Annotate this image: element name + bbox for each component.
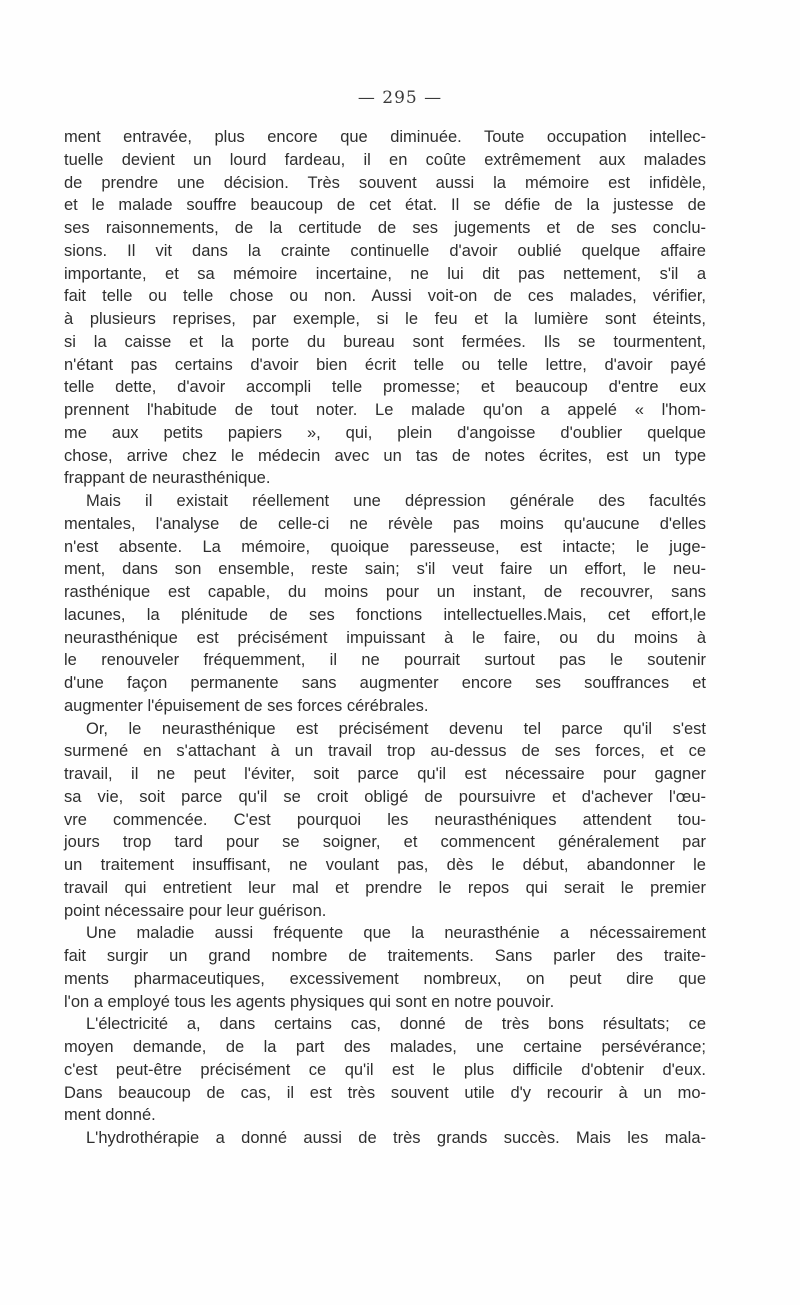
text-line: et le malade souffre beaucoup de cet état. Il se défie de la justesse de	[64, 196, 706, 215]
text-line: l'on a employé tous les agents physiques qui sont en notre pouvoir.	[64, 992, 555, 1011]
text-line: ment donné.	[64, 1106, 156, 1125]
text-line: ment entravée, plus encore que diminuée. Toute occupation intellec-	[64, 128, 706, 146]
page-number: — 295 —	[357, 88, 443, 108]
text-line: Une maladie aussi fréquente que la neurasthénie a nécessairement	[86, 924, 706, 943]
text-line: à plusieurs reprises, par exemple, si le feu et la lumière sont éteints,	[64, 310, 706, 328]
text-line: vre commencée. C'est pourquoi les neurasthéniques attendent tou-	[64, 810, 706, 829]
text-line: fait telle ou telle chose ou non. Aussi voit-on de ces malades, vérifier,	[64, 287, 706, 306]
text-line: c'est peut-être précisément ce qu'il est le plus difficile d'obtenir d'eux.	[64, 1060, 706, 1079]
text-line: fait surgir un grand nombre de traitements. Sans parler des traite-	[64, 947, 706, 965]
text-line: Mais il existait réellement une dépression générale des facultés	[86, 492, 706, 510]
text-line: sions. Il vit dans la crainte continuelle d'avoir oublié quelque affaire	[64, 241, 706, 260]
text-line: telle dette, d'avoir accompli telle promesse; et beaucoup d'entre eux	[64, 378, 706, 397]
text-line: mentales, l'analyse de celle-ci ne révèle pas moins qu'aucune d'elles	[64, 514, 706, 533]
text-line: point nécessaire pour leur guérison.	[64, 901, 327, 920]
text-line: neurasthénique est précisément impuissant à le faire, ou du moins à	[64, 628, 706, 647]
text-line: tuelle devient un lourd fardeau, il en coûte extrêmement aux malades	[64, 150, 706, 169]
text-line: travail, il ne peut l'éviter, soit parce qu'il est nécessaire pour gagner	[64, 765, 706, 783]
text-line: me aux petits papiers », qui, plein d'angoisse d'oublier quelque	[64, 423, 706, 442]
text-line: n'est absente. La mémoire, quoique paresseuse, est intacte; le juge-	[64, 537, 706, 556]
text-line: ment, dans son ensemble, reste sain; s'il veut faire un effort, le neu-	[64, 560, 706, 579]
text-line: L'électricité a, dans certains cas, donné de très bons résultats; ce	[86, 1015, 706, 1034]
text-line: si la caisse et la porte du bureau sont fermées. Ils se tourmentent,	[64, 332, 706, 351]
text-line: rasthénique est capable, du moins pour un instant, de recouvrer, sans	[64, 583, 706, 601]
text-line: chose, arrive chez le médecin avec un tas de notes écrites, est un type	[64, 446, 706, 465]
text-line: surmené en s'attachant à un travail trop au-dessus de ses forces, et ce	[64, 742, 706, 761]
text-line: L'hydrothérapie a donné aussi de très grands succès. Mais les mala-	[86, 1129, 706, 1147]
text-line: Or, le neurasthénique est précisément devenu tel parce qu'il s'est	[86, 719, 706, 738]
text-line: travail qui entretient leur mal et prendre le repos qui serait le premier	[64, 878, 706, 897]
text-line: un traitement insuffisant, ne voulant pas, dès le début, abandonner le	[64, 856, 706, 874]
text-line: ses raisonnements, de la certitude de ses jugements et de ses conclu-	[64, 219, 706, 237]
text-line: d'une façon permanente sans augmenter encore ses souffrances et	[64, 674, 706, 692]
text-line: Dans beaucoup de cas, il est très souvent utile d'y recourir à un mo-	[64, 1083, 706, 1102]
text-line: lacunes, la plénitude de ses fonctions intellectuelles.Mais, cet effort,le	[64, 605, 706, 624]
text-line: augmenter l'épuisement de ses forces cérébrales.	[64, 696, 429, 715]
text-line: importante, et sa mémoire incertaine, ne lui dit pas nettement, s'il a	[64, 264, 706, 283]
text-line: n'étant pas certains d'avoir bien écrit telle ou telle lettre, d'avoir payé	[64, 355, 706, 374]
text-line: jours trop tard pour se soigner, et commencent généralement par	[64, 833, 706, 852]
text-line: ments pharmaceutiques, excessivement nombreux, on peut dire que	[64, 969, 706, 988]
text-line: frappant de neurasthénique.	[64, 469, 271, 488]
text-line: prennent l'habitude de tout noter. Le malade qu'on a appelé « l'hom-	[64, 401, 706, 419]
body-text	[64, 126, 706, 1150]
text-line: le renouveler fréquemment, il ne pourrait surtout pas le soutenir	[64, 651, 706, 670]
text-line: sa vie, soit parce qu'il se croit obligé de poursuivre et d'achever l'œu-	[64, 787, 706, 806]
text-line: de prendre une décision. Très souvent aussi la mémoire est infidèle,	[64, 173, 706, 192]
text-line: moyen demande, de la part des malades, une certaine persévérance;	[64, 1038, 706, 1056]
